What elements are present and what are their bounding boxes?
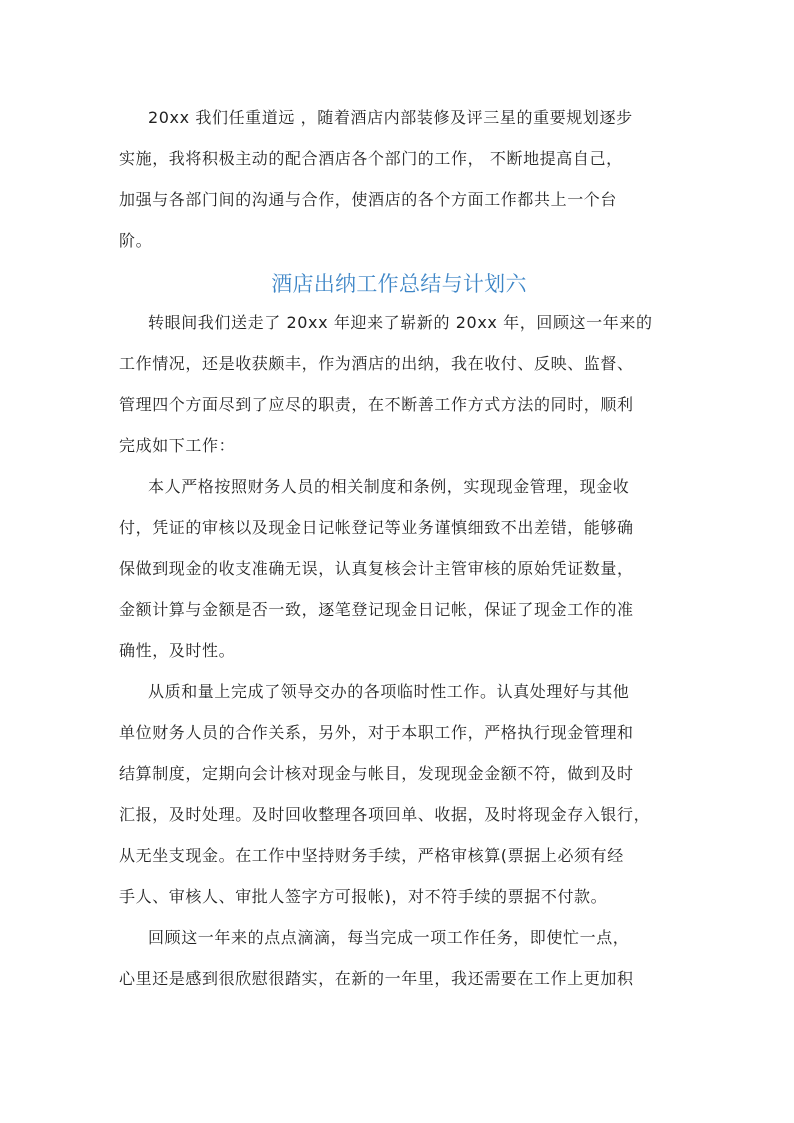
paragraph-3 xyxy=(119,674,679,920)
paragraph-line: 结算制度，定期向会计核对现金与帐目，发现现金金额不符，做到及时 xyxy=(119,764,634,783)
paragraph-4 xyxy=(119,920,679,1002)
paragraph-line: 转眼间我们送走了 20xx 年迎来了崭新的 20xx 年，回顾这一年来的 xyxy=(148,313,653,332)
paragraph-line: 实施，我将积极主动的配合酒店各个部门的工作， 不断地提高自己， xyxy=(119,149,623,168)
paragraph-2 xyxy=(119,469,679,674)
paragraph-line: 从无坐支现金。在工作中坚持财务手续，严格审核算(票据上必须有经 xyxy=(119,846,624,865)
paragraph-line: 确性，及时性。 xyxy=(119,641,236,660)
intro-paragraph xyxy=(119,100,679,264)
paragraph-line: 工作情况，还是收获颇丰，作为酒店的出纳，我在收付、反映、监督、 xyxy=(119,354,634,373)
paragraph-line: 完成如下工作： xyxy=(119,436,236,455)
paragraph-line: 20xx 我们任重道远 ，随着酒店内部装修及评三星的重要规划逐步 xyxy=(148,108,633,127)
paragraph-line: 金额计算与金额是否一致，逐笔登记现金日记帐，保证了现金工作的准 xyxy=(119,600,634,619)
paragraph-line: 付，凭证的审核以及现金日记帐登记等业务谨慎细致不出差错，能够确 xyxy=(119,518,634,537)
document-body xyxy=(119,100,679,1002)
paragraph-line: 心里还是感到很欣慰很踏实，在新的一年里，我还需要在工作上更加积 xyxy=(119,969,634,988)
paragraph-1 xyxy=(119,305,679,469)
paragraph-line: 本人严格按照财务人员的相关制度和条例，实现现金管理，现金收 xyxy=(148,477,630,496)
paragraph-line: 手人、审核人、审批人签字方可报帐)，对不符手续的票据不付款。 xyxy=(119,887,608,906)
paragraph-line: 单位财务人员的合作关系，另外，对于本职工作，严格执行现金管理和 xyxy=(119,723,634,742)
paragraph-line: 从质和量上完成了领导交办的各项临时性工作。认真处理好与其他 xyxy=(148,682,630,701)
paragraph-line: 回顾这一年来的点点滴滴，每当完成一项工作任务，即使忙一点， xyxy=(148,928,630,947)
section-title: 酒店出纳工作总结与计划六 xyxy=(271,272,527,296)
paragraph-line: 保做到现金的收支准确无误，认真复核会计主管审核的原始凭证数量， xyxy=(119,559,634,578)
paragraph-line: 阶。 xyxy=(119,231,153,250)
paragraph-line: 管理四个方面尽到了应尽的职责，在不断善工作方式方法的同时，顺利 xyxy=(119,395,634,414)
paragraph-line: 加强与各部门间的沟通与合作，使酒店的各个方面工作都共上一个台 xyxy=(119,190,618,209)
paragraph-line: 汇报，及时处理。及时回收整理各项回单、收据，及时将现金存入银行， xyxy=(119,805,651,824)
